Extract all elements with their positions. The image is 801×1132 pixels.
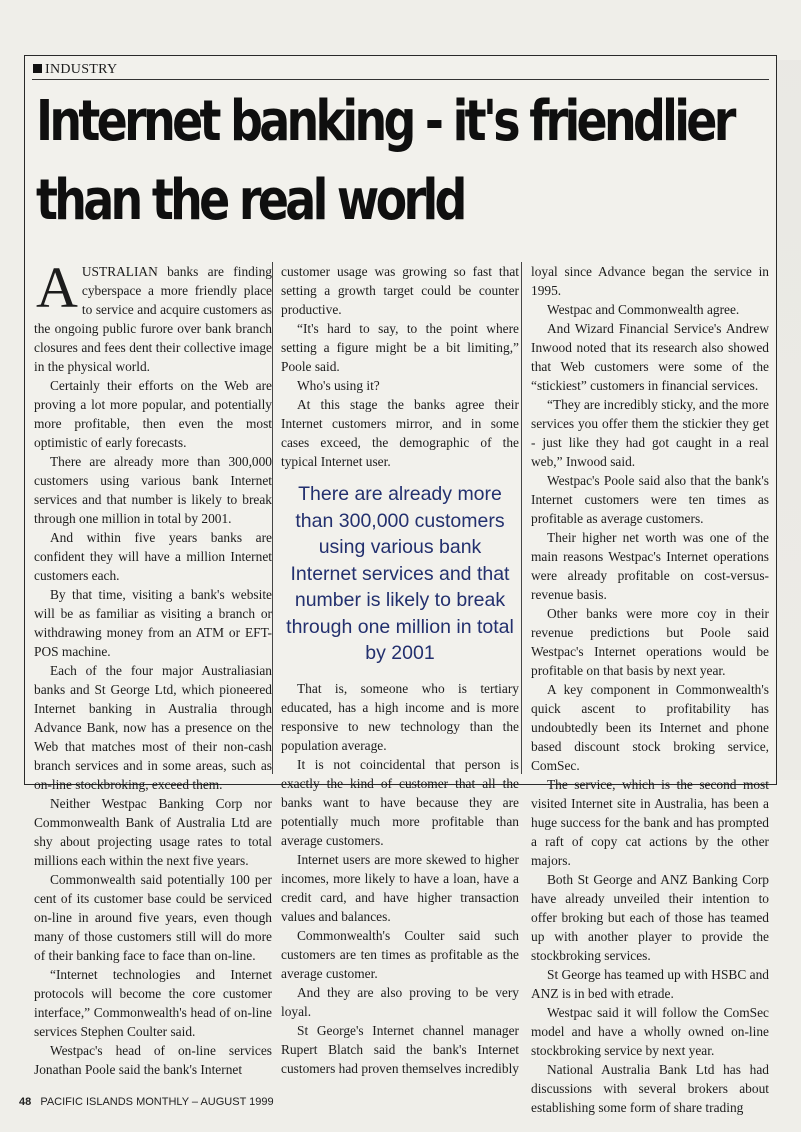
paragraph: “It's hard to say, to the point where setting a figure might be a bit limiting,” Poole said. bbox=[281, 321, 519, 374]
paragraph: Westpac said it will follow the ComSec model and have a wholly owned on-line stockbroking service by next year. bbox=[531, 1005, 769, 1058]
paragraph: customer usage was growing so fast that setting a growth target could be counter productive. bbox=[281, 264, 519, 317]
paragraph: Other banks were more coy in their revenue predictions but Poole said Westpac's Internet operations would be profitable on that basis by next year. bbox=[531, 606, 769, 678]
paragraph: That is, someone who is tertiary educated, has a high income and is more responsive to new technology than the population average. bbox=[281, 680, 519, 753]
paragraph: St George's Internet channel manager Rupert Blatch said the bank's Internet customers had proven themselves incredibly bbox=[281, 1022, 519, 1076]
paragraph: And Wizard Financial Service's Andrew Inwood noted that its research also showed that Web customers were some of the “stickiest” customers in financial services. bbox=[531, 321, 769, 393]
paragraph: St George has teamed up with HSBC and ANZ is in bed with etrade. bbox=[531, 967, 769, 1001]
paragraph: The service, which is the second most visited Internet site in Australia, has been a huge success for the bank and has prompted a raft of copy cat actions by the other majors. bbox=[531, 777, 769, 868]
paragraph: “They are incredibly sticky, and the more services you offer them the stickier they get - just like they had got caught in a real web,” Inwood said. bbox=[531, 397, 769, 469]
square-bullet-icon bbox=[33, 64, 42, 73]
section-label bbox=[33, 62, 117, 78]
paragraph: Their higher net worth was one of the main reasons Westpac's Internet operations were already profitable on cost-versus-revenue basis. bbox=[531, 530, 769, 602]
paragraph: And they are also proving to be very loyal. bbox=[281, 984, 519, 1019]
pull-quote: There are already more than 300,000 customers using various bank Internet services and that number is likely to break through one million in total by 2001 bbox=[286, 483, 514, 664]
page-number: 48 bbox=[19, 1096, 32, 1108]
column-divider bbox=[521, 262, 522, 774]
paragraph: Commonwealth's Coulter said such customers are ten times as profitable as the average customer. bbox=[281, 927, 519, 981]
headline-line-2: than the real world bbox=[36, 168, 464, 233]
paragraph: loyal since Advance began the service in 1995. bbox=[531, 264, 769, 298]
paragraph: Westpac's Poole said also that the bank's Internet customers were ten times as profitable as average customers. bbox=[531, 473, 769, 526]
paragraph: There are already more than 300,000 customers using various bank Internet services and that number is likely to break through one million in total by 2001. bbox=[34, 454, 272, 526]
drop-cap: A bbox=[36, 255, 78, 320]
paragraph: By that time, visiting a bank's website will be as familiar as visiting a branch or withdrawing money from an ATM or EFT-POS machine. bbox=[34, 587, 272, 659]
subheading: Who's using it? bbox=[297, 378, 380, 393]
publication-line: PACIFIC ISLANDS MONTHLY – AUGUST 1999 bbox=[40, 1096, 274, 1108]
paragraph: Certainly their efforts on the Web are proving a lot more popular, and potentially more profitable, then even the most optimistic of early forecasts. bbox=[34, 378, 272, 450]
article-column-2 bbox=[281, 262, 519, 1076]
paragraph: Commonwealth said potentially 100 per cent of its customer base could be serviced on-line in around five years, even though many of those customers still will do more of their banking face to face than on-line. bbox=[34, 872, 272, 963]
column-divider bbox=[272, 262, 273, 774]
paragraph: National Australia Bank Ltd has had discussions with several brokers about establishing some form of share trading bbox=[531, 1062, 769, 1115]
paragraph: It is not coincidental that person is exactly the kind of customer that all the banks want to have because they are potentially much more profitable than average customers. bbox=[281, 756, 519, 848]
paragraph: At this stage the banks agree their Internet customers mirror, and in some cases exceed, the demographic of the typical Internet user. bbox=[281, 397, 519, 469]
paragraph: Each of the four major Australiasian banks and St George Ltd, which pioneered Internet banking in Australia through Advance Bank, now has a presence on the Web that matches most of their non-cash branch services and in some areas, such as on-line stockbroking, exceed them. bbox=[34, 663, 272, 792]
article-column-1 bbox=[34, 255, 272, 1077]
page-footer bbox=[19, 1096, 274, 1108]
paragraph: A key component in Commonwealth's quick ascent to profitability has undoubtedly been its Internet and phone based discount stock broking service, ComSec. bbox=[531, 682, 769, 773]
paragraph: And within five years banks are confident they will have a million Internet customers each. bbox=[34, 530, 272, 583]
headline bbox=[36, 82, 733, 240]
paragraph: Internet users are more skewed to higher incomes, more likely to have a loan, have a credit card, and have higher transaction values and balances. bbox=[281, 851, 519, 924]
paragraph: Westpac and Commonwealth agree. bbox=[547, 302, 740, 317]
section-label-text: INDUSTRY bbox=[45, 62, 118, 77]
paragraph: Neither Westpac Banking Corp nor Commonwealth Bank of Australia Ltd are shy about projecting usage rates to total millions each within the next five years. bbox=[34, 796, 272, 868]
headline-line-1: Internet banking - it's friendlier bbox=[36, 89, 733, 154]
paragraph: Both St George and ANZ Banking Corp have already unveiled their intention to offer broking but each of those has teamed up with another player to provide the stockbroking services. bbox=[531, 872, 769, 963]
paragraph: “Internet technologies and Internet protocols will become the core customer interface,” Commonwealth's head of on-line services Stephen Coulter said. bbox=[34, 967, 272, 1039]
paragraph: Westpac's head of on-line services Jonathan Poole said the bank's Internet bbox=[34, 1043, 272, 1077]
paragraph: AUSTRALIAN banks are finding cyberspace a more friendly place to service and acquire customers as the ongoing public furore over bank branch closures and fees dent their collective image in the physical world. bbox=[34, 255, 272, 374]
header-rule bbox=[32, 79, 769, 80]
article-column-3 bbox=[531, 262, 769, 1115]
